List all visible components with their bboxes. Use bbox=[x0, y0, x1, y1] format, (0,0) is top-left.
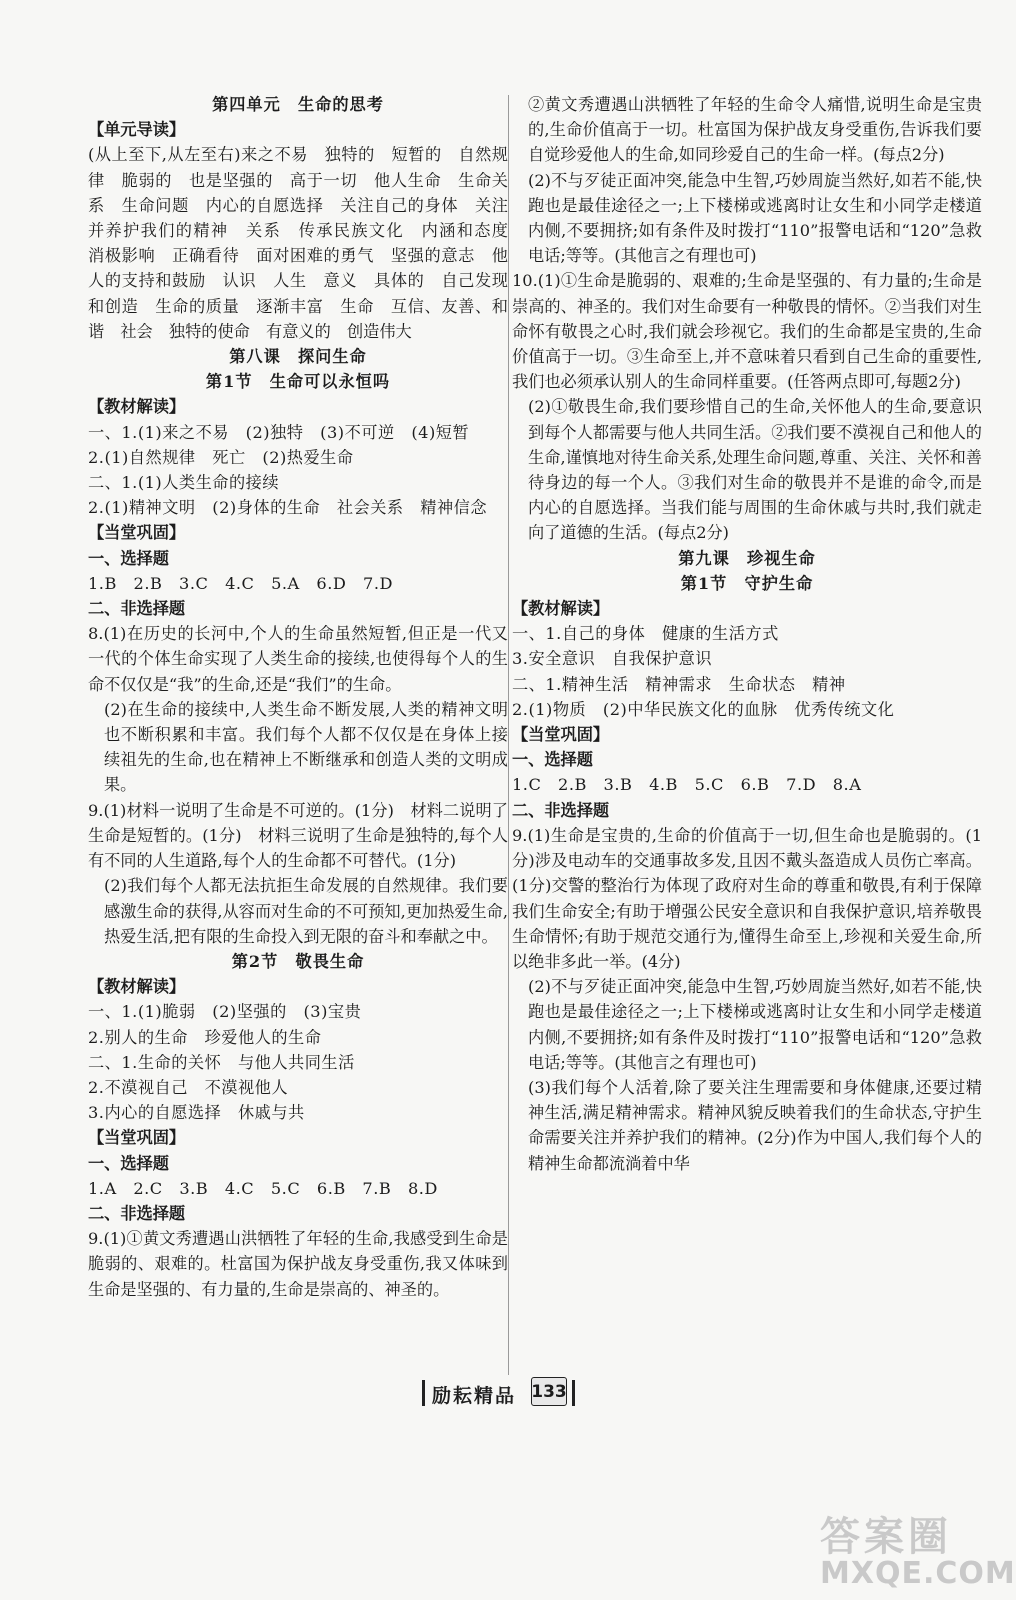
section-tag: 【教材解读】 bbox=[512, 599, 610, 619]
footer-bar-right bbox=[572, 1380, 575, 1406]
lesson-title: 第九课 珍视生命 bbox=[678, 548, 816, 568]
page-footer bbox=[0, 1377, 995, 1409]
question-type-heading: 二、非选择题 bbox=[88, 599, 186, 619]
answer-line: 2.(1)物质 (2)中华民族文化的血脉 优秀传统文化 bbox=[512, 699, 895, 719]
watermark-logo bbox=[820, 1505, 1016, 1600]
watermark-url: MXQE.COM bbox=[820, 1556, 1016, 1591]
answer-paragraph: (2)不与歹徒正面冲突,能急中生智,巧妙周旋当然好,如若不能,快跑也是最佳途径之一;上下楼梯或逃离时让女生和小同学走楼道内侧,不要拥挤;如有条件及时拨打“110”报警电话和“120”急救电话;等等。(其他言之有理也可) bbox=[528, 977, 982, 1072]
answer-paragraph: 9.(1)材料一说明了生命是不可逆的。(1分) 材料二说明了生命是短暂的。(1分) 材料三说明了生命是独特的,每个人有不同的人生道路,每个人的生命都不可替代。(1分) bbox=[88, 800, 508, 871]
section-title: 第1节 生命可以永恒吗 bbox=[205, 372, 391, 392]
question-type-heading: 一、选择题 bbox=[88, 548, 169, 568]
section-title: 第1节 守护生命 bbox=[680, 573, 814, 593]
answer-line: 一、1.(1)来之不易 (2)独特 (3)不可逆 (4)短暂 bbox=[88, 422, 470, 442]
choice-answers: 1.C 2.B 3.B 4.B 5.C 6.B 7.D 8.A bbox=[512, 775, 862, 795]
answer-line: 2.别人的生命 珍爱他人的生命 bbox=[88, 1027, 322, 1047]
footer-bar-left bbox=[422, 1380, 425, 1406]
answer-line: 二、1.精神生活 精神需求 生命状态 精神 bbox=[512, 674, 846, 694]
unit-intro-text: (从上至下,从左至右)来之不易 独特的 短暂的 自然规律 脆弱的 也是坚强的 高于一切 他人生命 生命关系 生命问题 内心的自愿选择 关注自己的身体 关注并养护我们的精神 关系 传承民族文化 内涵和态度 消极影响 正确看待 面对困难的勇气 坚强的意志 他人的支持和鼓励 认识 人生 意义 具体的 自己发现和创造 生命的质量 逐渐丰富 生命 互信、友善、和谐 社会 独特的使命 有意义的 创造伟大 bbox=[88, 145, 525, 341]
section-tag: 【当堂巩固】 bbox=[88, 1128, 186, 1148]
section-tag: 【当堂巩固】 bbox=[88, 523, 186, 543]
answer-line: 一、1.自己的身体 健康的生活方式 bbox=[512, 624, 779, 644]
right-column bbox=[512, 92, 982, 1176]
answer-paragraph: (3)我们每个人活着,除了要关注生理需要和身体健康,还要过精神生活,满足精神需求。精神风貌反映着我们的生命状态,守护生命需要关注并养护我们的精神。(2分)作为中国人,我们每个人的精神生命都流淌着中华 bbox=[528, 1077, 982, 1173]
answer-paragraph: (2)我们每个人都无法抗拒生命发展的自然规律。我们要感激生命的获得,从容而对生命的不可预知,更加热爱生命,热爱生活,把有限的生命投入到无限的奋斗和奉献之中。 bbox=[104, 876, 508, 946]
answer-paragraph: 9.(1)①黄文秀遭遇山洪牺牲了年轻的生命,我感受到生命是脆弱的、艰难的。杜富国为保护战友身受重伤,我又体味到生命是坚强的、有力量的,生命是崇高的、神圣的。 bbox=[88, 1229, 508, 1299]
left-column bbox=[88, 92, 525, 1302]
question-type-heading: 一、选择题 bbox=[512, 750, 593, 770]
lesson-title: 第八课 探问生命 bbox=[229, 347, 367, 367]
question-type-heading: 一、选择题 bbox=[88, 1153, 169, 1173]
question-type-heading: 二、非选择题 bbox=[88, 1203, 186, 1223]
section-tag: 【教材解读】 bbox=[88, 977, 186, 997]
section-tag: 【当堂巩固】 bbox=[512, 725, 610, 745]
section-title: 第2节 敬畏生命 bbox=[231, 951, 365, 971]
column-divider bbox=[508, 95, 509, 1375]
answer-paragraph: (2)不与歹徒正面冲突,能急中生智,巧妙周旋当然好,如若不能,快跑也是最佳途径之一;上下楼梯或逃离时让女生和小同学走楼道内侧,不要拥挤;如有条件及时拨打“110”报警电话和“120”急救电话;等等。(其他言之有理也可) bbox=[528, 170, 982, 266]
choice-answers: 1.A 2.C 3.B 4.C 5.C 6.B 7.B 8.D bbox=[88, 1178, 438, 1198]
answer-line: 3.内心的自愿选择 休戚与共 bbox=[88, 1103, 305, 1123]
section-tag: 【教材解读】 bbox=[88, 397, 186, 417]
answer-line: 二、1.生命的关怀 与他人共同生活 bbox=[88, 1052, 355, 1072]
answer-line: 2.(1)自然规律 死亡 (2)热爱生命 bbox=[88, 447, 354, 467]
brand-label: 励耘精品 bbox=[432, 1385, 517, 1407]
section-tag: 【单元导读】 bbox=[88, 120, 186, 140]
watermark-text: 答案圈 bbox=[820, 1514, 952, 1560]
answer-paragraph: 10.(1)①生命是脆弱的、艰难的;生命是坚强的、有力量的;生命是崇高的、神圣的。我们对生命要有一种敬畏的情怀。②当我们对生命怀有敬畏之心时,我们就会珍视它。我们的生命都是宝贵的,生命价值高于一切。③生命至上,并不意味着只看到自己生命的重要性,我们也必须承认别人的生命同样重要。(任答两点即可,每题2分) bbox=[512, 271, 982, 392]
answer-paragraph: 8.(1)在历史的长河中,个人的生命虽然短暂,但正是一代又一代的个体生命实现了人类生命的接续,也使得每个人的生命不仅仅是“我”的生命,还是“我们”的生命。 bbox=[88, 624, 508, 694]
answer-paragraph: (2)①敬畏生命,我们要珍惜自己的生命,关怀他人的生命,要意识到每个人都需要与他人共同生活。②我们要不漠视自己和他人的生命,谨慎地对待生命关系,处理生命问题,尊重、关注、关怀和善待身边的每一个人。③我们对生命的敬畏并不是谁的命令,而是内心的自愿选择。当我们能与周围的生命休戚与共时,我们就走向了道德的生活。(每点2分) bbox=[528, 397, 982, 543]
answer-line: 3.安全意识 自我保护意识 bbox=[512, 649, 713, 669]
choice-answers: 1.B 2.B 3.C 4.C 5.A 6.D 7.D bbox=[88, 573, 393, 593]
answer-paragraph: ②黄文秀遭遇山洪牺牲了年轻的生命令人痛惜,说明生命是宝贵的,生命价值高于一切。杜富国为保护战友身受重伤,告诉我们要自觉珍爱他人的生命,如同珍爱自己的生命一样。(每点2分) bbox=[528, 95, 982, 165]
answer-paragraph: (2)在生命的接续中,人类生命不断发展,人类的精神文明也不断积累和丰富。我们每个人都不仅仅是在身体上接续祖先的生命,也在精神上不断继承和创造人类的文明成果。 bbox=[104, 699, 508, 795]
answer-line: 2.不漠视自己 不漠视他人 bbox=[88, 1077, 289, 1097]
unit-title: 第四单元 生命的思考 bbox=[212, 95, 384, 114]
question-type-heading: 二、非选择题 bbox=[512, 800, 610, 820]
answer-line: 一、1.(1)脆弱 (2)坚强的 (3)宝贵 bbox=[88, 1002, 362, 1022]
answer-line: 2.(1)精神文明 (2)身体的生命 社会关系 精神信念 bbox=[88, 498, 488, 518]
answer-paragraph: 9.(1)生命是宝贵的,生命的价值高于一切,但生命也是脆弱的。(1分)涉及电动车的交通事故多发,且因不戴头盔造成人员伤亡率高。(1分)交警的整治行为体现了政府对生命的尊重和敬畏,有利于保障我们生命安全;有助于增强公民安全意识和自我保护意识,培养敬畏生命情怀;有助于规范交通行为,懂得生命至上,珍视和关爱生命,所以绝非多此一举。(4分) bbox=[512, 825, 982, 971]
page-number: 133 bbox=[531, 1377, 567, 1406]
answer-line: 二、1.(1)人类生命的接续 bbox=[88, 473, 280, 493]
